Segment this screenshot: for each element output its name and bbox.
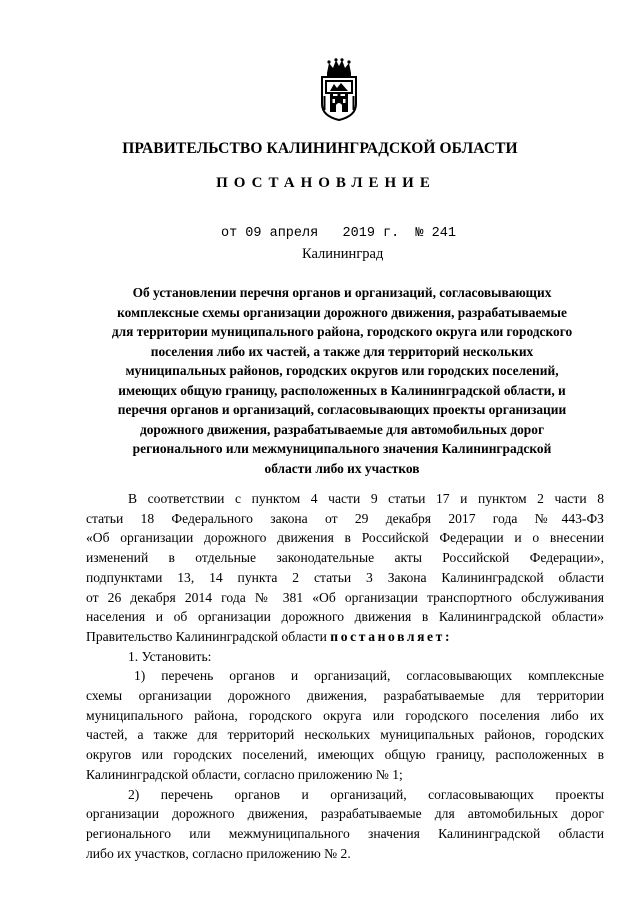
subject-line: муниципальных районов, городских округов или городских поселений, [125,363,559,378]
subitem-2-line: 2) перечень органов и организаций, согласовывающих проекты [128,786,604,802]
document-type: ПОСТАНОВЛЕНИЕ [216,175,436,191]
preamble-line: населения и об организации дорожного движения в Калининградской области» [86,609,604,625]
subitem-1-line: 1) перечень органов и организаций, согласовывающих комплексные [134,668,604,684]
subitem-2-line: регионального или межмуниципального значения Калининградской области [86,825,604,841]
subitem-1-line: муниципального района, городского округа или городского поселения либо их [86,707,604,723]
subject-title [82,283,602,478]
preamble-line: статьи 18 Федерального закона от 29 декабря 2017 года №443-ФЗ [86,510,604,526]
subitem-2-line: организации дорожного движения, разрабатываемые для автомобильных дорог [86,806,604,822]
subject-line: комплексные схемы организации дорожного движения, разрабатываемые [117,304,567,320]
subject-line: перечня органов и организаций, согласовывающих проекты организации [117,402,567,417]
subject-line: для территории муниципального района, городского округа или городского [111,324,573,339]
subitem-1-last-line: Калининградской области, согласно приложению № 1; [86,766,403,782]
subitem-1-line: частей, а также для территорий нескольких муниципальных районов, городских [86,727,604,743]
item-1: 1. Установить: [128,648,212,664]
subitem-1-line: округов или городских поселений, имеющих общую границу, расположенных в [86,747,604,763]
coat-of-arms-emblem [318,58,360,122]
subject-line: имеющих общую границу, расположенных в Калининградской области, и [118,382,566,398]
resolves-word: постановляет: [330,628,453,644]
subject-line: дорожного движения, разрабатываемые для автомобильных дорог [139,421,545,437]
preamble-line: В соответствии с пунктом 4 части 9 статьи 17 и пунктом 2 части 8 [128,491,604,506]
preamble-line: от 26 декабря 2014 года № 381 «Об организации транспортного обслуживания [86,589,604,605]
date-number-line: от 09 апреля 2019 г. № 241 [221,226,456,241]
preamble-line: изменений в отдельные законодательные акты Российской Федерации», [86,550,604,566]
subitem-1-line: схемы организации дорожного движения, разрабатываемые для территории [86,688,604,704]
subitem-2-last-line: либо их участков, согласно приложению № 2. [86,845,351,861]
document-body [86,489,604,863]
preamble-line: подпунктами 13, 14 пункта 2 статьи 3 Закона Калининградской области [86,569,604,585]
subject-line: регионального или межмуниципального значения Калининградской [132,441,552,456]
preamble-prefix: Правительство Калининградской области [86,628,331,644]
preamble-line: «Об организации дорожного движения в Российской Федерации и о внесении [86,530,604,546]
city: Калининград [302,246,384,262]
subject-line: области либо их участков [264,460,420,476]
subject-line: Об установлении перечня органов и организаций, согласовывающих [132,285,552,300]
preamble-last-line [86,627,604,647]
subject-line: поселения либо их частей, а также для территорий нескольких [150,343,534,359]
government-title: ПРАВИТЕЛЬСТВО КАЛИНИНГРАДСКОЙ ОБЛАСТИ [122,140,518,157]
